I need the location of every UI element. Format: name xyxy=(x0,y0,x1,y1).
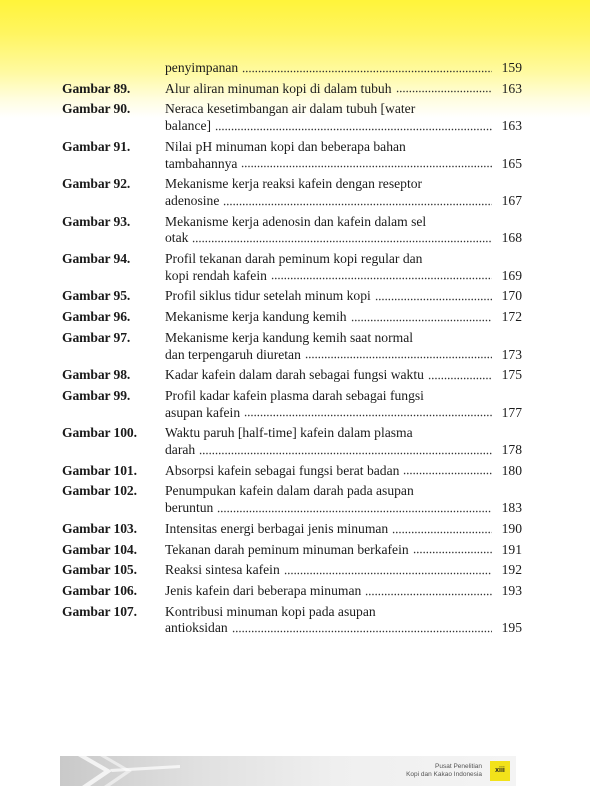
figure-title: adenosine xyxy=(165,192,220,208)
dot-leader xyxy=(375,298,492,301)
toc-entry xyxy=(62,60,522,77)
figure-title: balance] xyxy=(165,118,212,134)
figure-label: Gambar 107. xyxy=(62,603,137,619)
page-reference: 163 xyxy=(501,118,522,134)
toc-entry xyxy=(62,309,522,326)
figure-label: Gambar 91. xyxy=(62,138,131,154)
figure-title: Profil tekanan darah peminum kopi regular dan xyxy=(165,251,423,267)
figure-label: Gambar 97. xyxy=(62,329,131,345)
page-reference: 168 xyxy=(501,230,522,246)
figure-title: otak xyxy=(165,230,189,246)
figure-title: Reaksi sintesa kafein xyxy=(165,562,280,578)
toc-entry xyxy=(62,562,522,579)
dot-leader xyxy=(199,452,492,455)
figure-label: Gambar 95. xyxy=(62,288,131,304)
figure-title: Nilai pH minuman kopi dan beberapa bahan xyxy=(165,138,406,154)
toc-entry xyxy=(62,176,522,209)
figure-label: Gambar 98. xyxy=(62,367,131,383)
toc-entry xyxy=(62,139,522,172)
dot-leader xyxy=(305,356,492,359)
figure-label: Gambar 105. xyxy=(62,562,137,578)
page-reference: 165 xyxy=(501,155,522,171)
figure-title: Penumpukan kafein dalam darah pada asupan xyxy=(165,483,414,499)
figure-label: Gambar 101. xyxy=(62,462,137,478)
figure-title: Mekanisme kerja kandung kemih saat normal xyxy=(165,329,414,345)
dot-leader xyxy=(365,593,492,596)
figure-title: darah xyxy=(165,442,196,458)
figure-title: Tekanan darah peminum minuman berkafein xyxy=(165,541,409,557)
figure-label: Gambar 100. xyxy=(62,425,137,441)
dot-leader xyxy=(244,414,492,417)
toc-entry xyxy=(62,583,522,600)
page-reference: 159 xyxy=(501,60,522,75)
figure-label: Gambar 93. xyxy=(62,213,131,229)
figure-title: Kontribusi minuman kopi pada asupan xyxy=(165,603,376,619)
figure-label: Gambar 102. xyxy=(62,483,137,499)
page-reference: 192 xyxy=(501,562,522,578)
dot-leader xyxy=(396,90,492,93)
figure-label: Gambar 92. xyxy=(62,176,131,192)
figure-label: Gambar 99. xyxy=(62,387,131,403)
figure-label: Gambar 104. xyxy=(62,541,137,557)
page-reference: 178 xyxy=(501,442,522,458)
page-reference: 193 xyxy=(501,582,522,598)
toc-entry xyxy=(62,251,522,284)
dot-leader xyxy=(192,240,492,243)
page-number-badge: xiii xyxy=(490,761,510,781)
page-footer xyxy=(60,756,516,786)
figure-title: Neraca kesetimbangan air dalam tubuh [water xyxy=(165,101,416,117)
page-reference: 167 xyxy=(501,192,522,208)
dot-leader xyxy=(241,165,492,168)
figure-title: asupan kafein xyxy=(165,404,241,420)
page-reference: 173 xyxy=(501,346,522,362)
figure-title: dan terpengaruh diuretan xyxy=(165,346,301,362)
toc-entry xyxy=(62,367,522,384)
page-reference: 177 xyxy=(501,404,522,420)
figure-title: Alur aliran minuman kopi di dalam tubuh xyxy=(165,80,392,96)
figure-title: Mekanisme kerja reaksi kafein dengan reseptor xyxy=(165,176,423,192)
dot-leader xyxy=(271,277,492,280)
dot-leader xyxy=(215,128,492,131)
toc-entry xyxy=(62,463,522,480)
dot-leader xyxy=(242,70,492,73)
dot-leader xyxy=(223,203,492,206)
page-reference: 180 xyxy=(501,462,522,478)
dot-leader xyxy=(428,377,492,380)
toc-entry xyxy=(62,81,522,98)
publisher-line-2: Kopi dan Kakao Indonesia xyxy=(406,771,482,778)
figure-title: Profil siklus tidur setelah minum kopi xyxy=(165,288,371,304)
toc-entry xyxy=(62,214,522,247)
dot-leader xyxy=(351,319,492,322)
toc-entry xyxy=(62,288,522,305)
figure-label: Gambar 90. xyxy=(62,101,131,117)
page-reference: 175 xyxy=(501,367,522,383)
page-reference: 195 xyxy=(501,620,522,636)
toc-entry xyxy=(62,101,522,134)
figure-title: Intensitas energi berbagai jenis minuman xyxy=(165,520,389,536)
publisher-name xyxy=(406,763,482,779)
figure-label: Gambar 96. xyxy=(62,309,131,325)
figure-label: Gambar 106. xyxy=(62,582,137,598)
publisher-line-1: Pusat Penelitian xyxy=(435,763,482,770)
toc-entry xyxy=(62,425,522,458)
list-of-figures xyxy=(62,60,522,637)
figure-label xyxy=(62,60,165,77)
figure-title: Mekanisme kerja adenosin dan kafein dalam sel xyxy=(165,213,427,229)
toc-entry xyxy=(62,388,522,421)
figure-title: Profil kadar kafein plasma darah sebagai fungsi xyxy=(165,387,424,403)
page-reference: 190 xyxy=(501,520,522,536)
figure-title: kopi rendah kafein xyxy=(165,267,267,283)
dot-leader xyxy=(413,551,492,554)
toc-entry xyxy=(62,521,522,538)
toc-entry xyxy=(62,483,522,516)
dot-leader xyxy=(232,630,492,633)
figure-title: Absorpsi kafein sebagai fungsi berat badan xyxy=(165,462,400,478)
figure-title: Kadar kafein dalam darah sebagai fungsi waktu xyxy=(165,367,424,383)
figure-title: Mekanisme kerja kandung kemih xyxy=(165,309,347,325)
figure-label: Gambar 103. xyxy=(62,520,137,536)
footer-swoosh-graphic xyxy=(60,756,180,786)
dot-leader xyxy=(284,572,492,575)
figure-title: antioksidan xyxy=(165,620,228,636)
page-reference: 169 xyxy=(501,267,522,283)
figure-title: tambahannya xyxy=(165,155,238,171)
figure-title: Jenis kafein dari beberapa minuman xyxy=(165,582,362,598)
figure-title: penyimpanan xyxy=(165,60,239,75)
toc-entry xyxy=(62,542,522,559)
page-reference: 191 xyxy=(501,541,522,557)
dot-leader xyxy=(403,472,492,475)
figure-label: Gambar 94. xyxy=(62,251,131,267)
page-reference: 172 xyxy=(501,309,522,325)
dot-leader xyxy=(392,531,492,534)
figure-title: beruntun xyxy=(165,500,214,516)
page-reference: 170 xyxy=(501,288,522,304)
toc-entry xyxy=(62,330,522,363)
page-reference: 163 xyxy=(501,80,522,96)
dot-leader xyxy=(217,510,492,513)
figure-label: Gambar 89. xyxy=(62,80,131,96)
toc-entry xyxy=(62,604,522,637)
page-reference: 183 xyxy=(501,500,522,516)
figure-title: Waktu paruh [half-time] kafein dalam plasma xyxy=(165,425,413,441)
